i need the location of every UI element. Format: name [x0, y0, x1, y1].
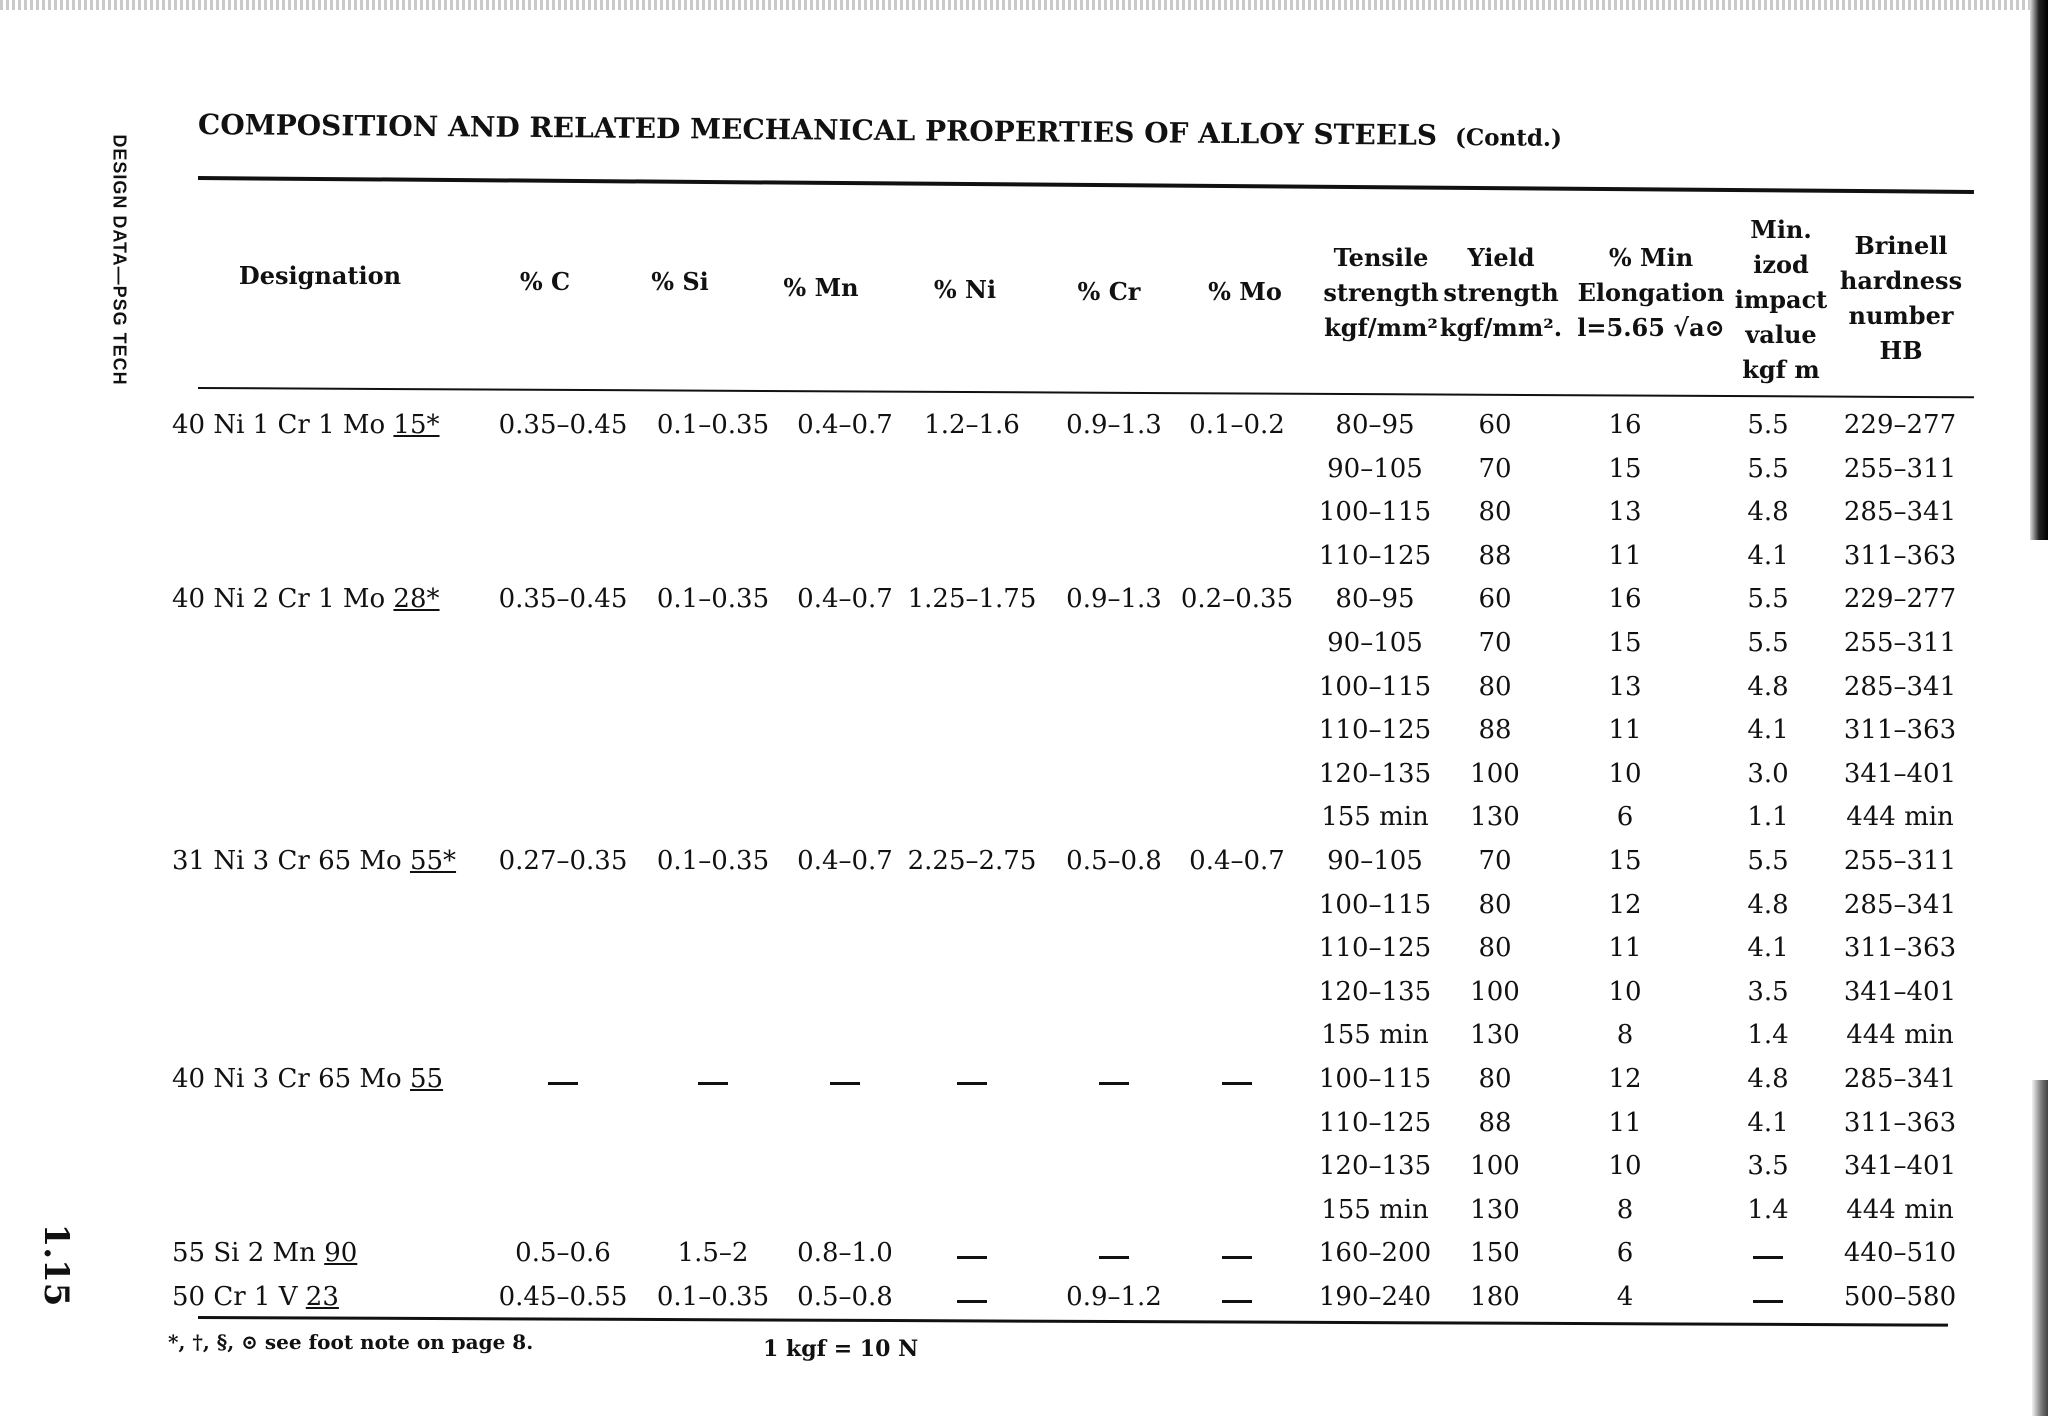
brinell-hardness-cell: 500–580 [1843, 1282, 1957, 1312]
tensile-strength-cell: 160–200 [1318, 1238, 1432, 1269]
chromium-dash [1099, 1256, 1129, 1259]
designation-text: 50 Cr 1 V [172, 1282, 306, 1312]
tensile-strength-cell: 90–105 [1327, 628, 1423, 658]
nickel-cell: 1.2–1.6 [924, 410, 1020, 440]
nickel-cell: 1.25–1.75 [907, 584, 1037, 615]
elongation-cell: 8 [1616, 1194, 1634, 1225]
brinell-hardness-cell: 444 min [1846, 1020, 1954, 1051]
header-manganese: % Mn [783, 273, 859, 302]
nickel-dash [957, 1256, 987, 1259]
silicon-dash [698, 1082, 728, 1085]
brinell-hardness-cell: 341–401 [1843, 976, 1957, 1007]
designation-cell [172, 1282, 339, 1312]
elongation-cell: 10 [1608, 1151, 1642, 1182]
izod-impact-cell: 4.1 [1747, 540, 1789, 571]
izod-impact-cell: 1.4 [1747, 1194, 1789, 1225]
yield-strength-cell: 100 [1470, 1151, 1520, 1182]
yield-strength-cell: 130 [1470, 1194, 1520, 1225]
silicon-cell: 0.1–0.35 [656, 1282, 770, 1312]
yield-strength-cell: 60 [1478, 410, 1512, 440]
izod-impact-cell: 1.1 [1747, 802, 1789, 833]
scan-edge-top [0, 0, 2048, 10]
header-molybdenum: % Mo [1208, 277, 1282, 306]
designation-cell [172, 1064, 443, 1094]
designation-cell [172, 584, 440, 614]
title-suffix: (Contd.) [1454, 123, 1563, 152]
manganese-cell: 0.4–0.7 [797, 846, 893, 876]
header-nickel: % Ni [933, 275, 997, 304]
brinell-hardness-cell: 311–363 [1843, 933, 1957, 964]
side-label-text: DESIGN DATA—PSG TECH [109, 134, 130, 386]
manganese-dash [830, 1082, 860, 1085]
nickel-cell: 2.25–2.75 [907, 846, 1037, 876]
elongation-cell: 13 [1608, 497, 1642, 528]
tensile-strength-cell: 90–105 [1327, 846, 1423, 876]
yield-strength-cell: 80 [1478, 671, 1512, 702]
izod-impact-cell: 1.4 [1747, 1020, 1789, 1051]
chromium-cell: 0.9–1.2 [1066, 1282, 1162, 1312]
chromium-dash [1099, 1082, 1129, 1085]
scan-edge-right [2030, 0, 2048, 540]
tensile-strength-cell: 100–115 [1318, 671, 1432, 702]
chromium-cell: 0.9–1.3 [1066, 410, 1162, 440]
elongation-cell: 11 [1608, 933, 1642, 964]
tensile-strength-cell: 110–125 [1318, 1107, 1432, 1138]
tensile-strength-cell: 155 min [1321, 1020, 1429, 1051]
unit-conversion: 1 kgf = 10 N [763, 1336, 919, 1362]
brinell-hardness-cell: 285–341 [1843, 497, 1957, 528]
designation-text: 40 Ni 1 Cr 1 Mo [172, 410, 394, 440]
brinell-hardness-cell: 311–363 [1843, 1107, 1957, 1138]
designation-text: 40 Ni 2 Cr 1 Mo [172, 584, 394, 615]
designation-text: 55 Si 2 Mn [172, 1238, 325, 1269]
yield-strength-cell: 80 [1478, 933, 1512, 964]
elongation-cell: 12 [1608, 889, 1642, 920]
tensile-strength-cell: 100–115 [1318, 889, 1432, 920]
brinell-hardness-cell: 255–311 [1843, 453, 1957, 484]
page-title [198, 108, 1698, 154]
tensile-strength-cell: 120–135 [1318, 1151, 1432, 1182]
side-label [104, 100, 134, 420]
tensile-strength-cell: 155 min [1321, 1194, 1429, 1225]
designation-code: 28* [393, 584, 440, 615]
nickel-dash [957, 1082, 987, 1085]
yield-strength-cell: 70 [1478, 628, 1512, 658]
izod-impact-cell: 5.5 [1747, 453, 1789, 484]
designation-cell [172, 410, 440, 440]
tensile-strength-cell: 90–105 [1327, 453, 1423, 484]
tensile-strength-cell: 100–115 [1318, 1064, 1432, 1094]
brinell-hardness-cell: 285–341 [1843, 671, 1957, 702]
brinell-hardness-cell: 311–363 [1843, 715, 1957, 746]
elongation-cell: 13 [1608, 671, 1642, 702]
silicon-cell: 0.1–0.35 [656, 584, 770, 615]
molybdenum-dash [1222, 1256, 1252, 1259]
designation-code: 15* [393, 410, 440, 440]
yield-strength-cell: 88 [1478, 540, 1512, 571]
yield-strength-cell: 150 [1470, 1238, 1520, 1269]
header-elongation: % Min Elongation l=5.65 √a⊙ [1577, 243, 1725, 342]
izod-impact-cell: 4.1 [1747, 1107, 1789, 1138]
izod-impact-cell: 3.5 [1747, 1151, 1789, 1182]
carbon-cell: 0.27–0.35 [498, 846, 628, 876]
nickel-dash [957, 1300, 987, 1303]
header-chromium: % Cr [1077, 277, 1141, 306]
molybdenum-dash [1222, 1300, 1252, 1303]
elongation-cell: 4 [1616, 1282, 1634, 1312]
manganese-cell: 0.8–1.0 [797, 1238, 893, 1269]
header-tensile-strength: Tensile strength kgf/mm² [1323, 243, 1439, 342]
yield-strength-cell: 88 [1478, 1107, 1512, 1138]
yield-strength-cell: 70 [1478, 453, 1512, 484]
yield-strength-cell: 88 [1478, 715, 1512, 746]
table-top-rule [198, 176, 1974, 194]
page-number [36, 1225, 76, 1305]
elongation-cell: 10 [1608, 758, 1642, 789]
elongation-cell: 8 [1616, 1020, 1634, 1051]
elongation-cell: 12 [1608, 1064, 1642, 1094]
brinell-hardness-cell: 285–341 [1843, 1064, 1957, 1094]
brinell-hardness-cell: 229–277 [1843, 584, 1957, 615]
yield-strength-cell: 100 [1470, 976, 1520, 1007]
carbon-dash [548, 1082, 578, 1085]
tensile-strength-cell: 155 min [1321, 802, 1429, 833]
yield-strength-cell: 70 [1478, 846, 1512, 876]
designation-cell [172, 846, 456, 876]
table-bottom-rule [198, 1316, 1948, 1327]
izod-impact-dash [1753, 1300, 1783, 1303]
izod-impact-cell: 3.5 [1747, 976, 1789, 1007]
brinell-hardness-cell: 229–277 [1843, 410, 1957, 440]
izod-impact-cell: 4.8 [1747, 671, 1789, 702]
header-carbon: % C [519, 267, 571, 296]
elongation-cell: 11 [1608, 1107, 1642, 1138]
silicon-cell: 0.1–0.35 [656, 410, 770, 440]
yield-strength-cell: 130 [1470, 1020, 1520, 1051]
title-text: COMPOSITION AND RELATED MECHANICAL PROPERTIES OF ALLOY STEELS [197, 108, 1438, 152]
scan-edge-right-lower [2032, 1080, 2048, 1416]
izod-impact-cell: 4.8 [1747, 889, 1789, 920]
brinell-hardness-cell: 285–341 [1843, 889, 1957, 920]
izod-impact-cell: 4.1 [1747, 715, 1789, 746]
elongation-cell: 10 [1608, 976, 1642, 1007]
izod-impact-cell: 5.5 [1747, 846, 1789, 876]
brinell-hardness-cell: 311–363 [1843, 540, 1957, 571]
tensile-strength-cell: 100–115 [1318, 497, 1432, 528]
header-designation: Designation [238, 261, 402, 290]
tensile-strength-cell: 190–240 [1318, 1282, 1432, 1312]
brinell-hardness-cell: 444 min [1846, 1194, 1954, 1225]
elongation-cell: 6 [1616, 1238, 1634, 1269]
header-izod-impact: Min. izod impact value kgf m [1734, 215, 1828, 384]
brinell-hardness-cell: 440–510 [1843, 1238, 1957, 1269]
designation-code: 90 [324, 1238, 358, 1269]
elongation-cell: 11 [1608, 540, 1642, 571]
molybdenum-dash [1222, 1082, 1252, 1085]
header-yield-strength: Yield strength kgf/mm². [1439, 243, 1563, 342]
elongation-cell: 15 [1608, 453, 1642, 484]
carbon-cell: 0.45–0.55 [498, 1282, 628, 1312]
page-number-text: 1.15 [36, 1223, 76, 1307]
yield-strength-cell: 80 [1478, 1064, 1512, 1094]
carbon-cell: 0.5–0.6 [515, 1238, 611, 1269]
carbon-cell: 0.35–0.45 [498, 410, 628, 440]
brinell-hardness-cell: 255–311 [1843, 846, 1957, 876]
elongation-cell: 6 [1616, 802, 1634, 833]
elongation-cell: 16 [1608, 410, 1642, 440]
elongation-cell: 16 [1608, 584, 1642, 615]
yield-strength-cell: 80 [1478, 497, 1512, 528]
manganese-cell: 0.4–0.7 [797, 584, 893, 615]
designation-code: 55 [409, 1064, 444, 1094]
manganese-cell: 0.4–0.7 [797, 410, 893, 440]
brinell-hardness-cell: 341–401 [1843, 758, 1957, 789]
tensile-strength-cell: 80–95 [1335, 410, 1415, 440]
molybdenum-cell: 0.2–0.35 [1180, 584, 1294, 615]
designation-text: 31 Ni 3 Cr 65 Mo [172, 846, 410, 876]
tensile-strength-cell: 110–125 [1318, 540, 1432, 571]
izod-impact-dash [1753, 1256, 1783, 1259]
elongation-cell: 15 [1608, 628, 1642, 658]
silicon-cell: 1.5–2 [677, 1238, 749, 1269]
brinell-hardness-cell: 444 min [1846, 802, 1954, 833]
designation-code: 23 [305, 1282, 339, 1312]
izod-impact-cell: 5.5 [1747, 628, 1789, 658]
izod-impact-cell: 4.8 [1747, 1064, 1789, 1094]
chromium-cell: 0.9–1.3 [1066, 584, 1162, 615]
header-silicon: % Si [651, 267, 709, 296]
yield-strength-cell: 80 [1478, 889, 1512, 920]
elongation-cell: 11 [1608, 715, 1642, 746]
manganese-cell: 0.5–0.8 [797, 1282, 893, 1312]
tensile-strength-cell: 110–125 [1318, 715, 1432, 746]
tensile-strength-cell: 120–135 [1318, 976, 1432, 1007]
footnote: *, †, §, ⊙ see foot note on page 8. [168, 1330, 534, 1354]
yield-strength-cell: 100 [1470, 758, 1520, 789]
izod-impact-cell: 3.0 [1747, 758, 1789, 789]
silicon-cell: 0.1–0.35 [656, 846, 770, 876]
carbon-cell: 0.35–0.45 [498, 584, 628, 615]
yield-strength-cell: 130 [1470, 802, 1520, 833]
brinell-hardness-cell: 255–311 [1843, 628, 1957, 658]
chromium-cell: 0.5–0.8 [1066, 846, 1162, 876]
tensile-strength-cell: 110–125 [1318, 933, 1432, 964]
izod-impact-cell: 4.1 [1747, 933, 1789, 964]
elongation-cell: 15 [1608, 846, 1642, 876]
yield-strength-cell: 180 [1470, 1282, 1520, 1312]
tensile-strength-cell: 80–95 [1335, 584, 1415, 615]
izod-impact-cell: 5.5 [1747, 410, 1789, 440]
table-header-rule [198, 387, 1974, 398]
molybdenum-cell: 0.4–0.7 [1189, 846, 1285, 876]
designation-cell [172, 1238, 357, 1268]
izod-impact-cell: 5.5 [1747, 584, 1789, 615]
molybdenum-cell: 0.1–0.2 [1189, 410, 1285, 440]
izod-impact-cell: 4.8 [1747, 497, 1789, 528]
header-brinell-hardness: Brinell hardness number HB [1839, 231, 1963, 365]
yield-strength-cell: 60 [1478, 584, 1512, 615]
tensile-strength-cell: 120–135 [1318, 758, 1432, 789]
brinell-hardness-cell: 341–401 [1843, 1151, 1957, 1182]
designation-code: 55* [409, 846, 457, 876]
designation-text: 40 Ni 3 Cr 65 Mo [172, 1064, 410, 1094]
